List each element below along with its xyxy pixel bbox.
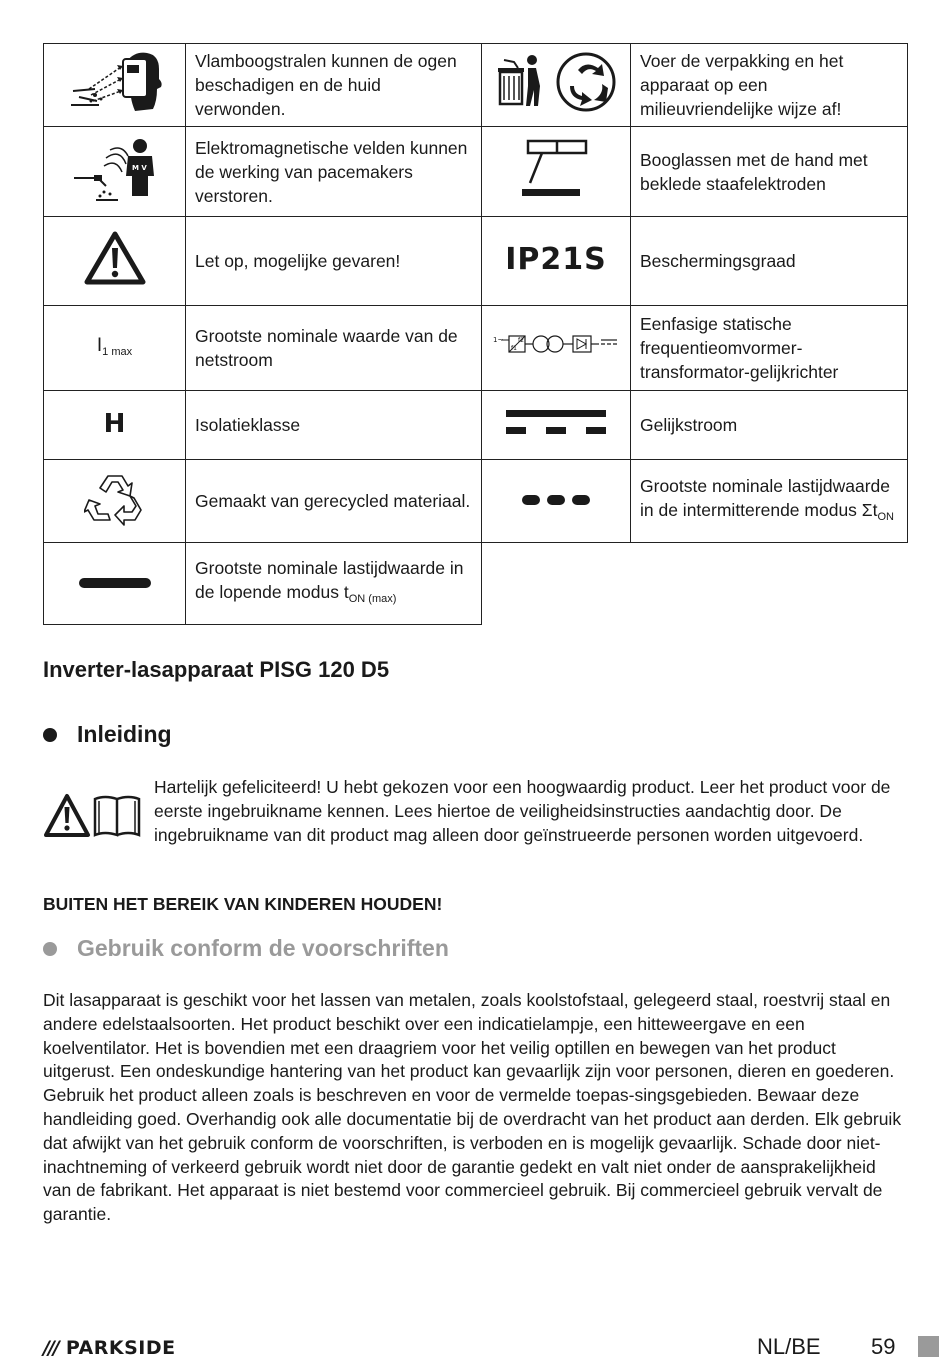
bullet-icon <box>43 728 57 742</box>
continuous-mode-label: Grootste nominale lastijdwaarde in de lopende modus t <box>195 558 464 602</box>
table-row <box>44 44 908 127</box>
direct-current-icon <box>482 391 631 460</box>
table-row <box>44 127 908 217</box>
svg-text:f2: f2 <box>518 337 524 344</box>
table-cell-text: Let op, mogelijke gevaren! <box>186 217 482 306</box>
children-warning: BUITEN HET BEREIK VAN KINDEREN HOUDEN! <box>43 894 443 914</box>
welding-rays-face-icon <box>44 44 186 127</box>
table-row <box>44 306 908 391</box>
page-number: 59 <box>871 1334 896 1359</box>
recycled-material-icon <box>44 460 186 543</box>
table-row <box>44 391 908 460</box>
svg-text:1~: 1~ <box>493 336 504 344</box>
intro-heading: Inleiding <box>43 721 172 748</box>
table-row <box>44 460 908 543</box>
table-cell-text: Grootste nominale lastijdwaarde in de lopende modus $t_{ON (max)}$ <box>186 543 482 625</box>
electromagnetic-field-icon <box>44 127 186 217</box>
svg-text:f1: f1 <box>511 345 517 352</box>
insulation-class-symbol: H <box>44 391 186 460</box>
intro-icons <box>43 793 143 844</box>
bullet-icon <box>43 942 57 956</box>
table-cell-text: Voer de verpakking en het apparaat op een milieuvriendelijke wijze af! <box>631 44 908 127</box>
intro-paragraph: Hartelijk gefeliciteerd! U hebt gekozen voor een hoogwaardig product. Leer het product voor de eerste ingebruikname kennen. Lees hiertoe de veiligheidsinstructies aandachtig door. De ingebruikname van dit product mag alleen door geïnstrueerde personen worden uitgevoerd. <box>154 777 891 845</box>
usage-paragraph: Dit lasapparaat is geschikt voor het lassen van metalen, zoals koolstofstaal, gelegeerd staal, roestvrij staal en andere edelstaalsoorten. Het product beschikt over een indicatielampje, een hitteweergave en een koelventilator. Het is bovendien met een draagriem voor het veilig optillen en bewegen van het product uitgerust. Een ondeskundige hantering van het product kan gevaarlijk zijn voor personen, dieren en goederen. Gebruik het product alleen zoals is beschreven en voor de vermelde toepas-singsgebieden. Bewaar deze handleiding goed. Overhandig ook alle documentatie bij de overdracht van het product aan derden. Elk gebruik dat afwijkt van het gebruik conform de voorschriften, is verboden en is mogelijk gevaarlijk. Schade door niet-inachtneming of verkeerd gebruik wordt niet door de garantie gedekt en valt niet onder de aansprakelijkheid van de fabrikant. Het apparaat is niet bestemd voor commercieel gebruik. Bij commercieel gebruik vervalt de garantie. <box>43 990 902 1225</box>
recycle-disposal-icon <box>482 44 631 127</box>
table-cell-text: Vlamboogstralen kunnen de ogen beschadigen en de huid verwonden. <box>186 44 482 127</box>
language-code: NL/BE <box>757 1334 821 1359</box>
intermittent-mode-label: Grootste nominale lastijdwaarde in de intermitterende modus Σt <box>640 475 890 520</box>
empty-cell <box>482 543 908 625</box>
table-row <box>44 543 908 625</box>
table-cell-text: Gemaakt van gerecycled materiaal. <box>186 460 482 543</box>
ip-rating-symbol: IP21S <box>482 217 631 306</box>
page-marker <box>918 1336 939 1357</box>
table-cell-text: Grootste nominale lastijdwaarde in de intermitterende modus $\Sigma t_{ON}$ <box>631 460 908 543</box>
warning-triangle-icon <box>44 217 186 306</box>
table-row <box>44 217 908 306</box>
table-cell-text: Elektromagnetische velden kunnen de werking van pacemakers verstoren. <box>186 127 482 217</box>
current-max-symbol: $I_{1 max}$ <box>44 306 186 391</box>
table-cell-text: Beschermingsgraad <box>631 217 908 306</box>
stick-electrode-icon <box>482 127 631 217</box>
continuous-mode-icon <box>44 543 186 625</box>
table-cell-text: Eenfasige statische frequentieomvormer-transformator-gelijkrichter <box>631 306 908 391</box>
usage-heading: Gebruik conform de voorschriften <box>43 935 449 962</box>
page-title: Inverter-lasapparaat PISG 120 D5 <box>43 657 390 682</box>
brand-logo: /// PARKSIDE <box>43 1337 176 1359</box>
intermittent-mode-icon <box>482 460 631 543</box>
table-cell-text: Isolatieklasse <box>186 391 482 460</box>
symbols-table <box>43 43 908 625</box>
table-cell-text: Gelijkstroom <box>631 391 908 460</box>
svg-text:M V: M V <box>131 163 147 172</box>
table-cell-text: Booglassen met de hand met beklede staafelektroden <box>631 127 908 217</box>
warning-read-manual-icon <box>43 793 143 839</box>
table-cell-text: Grootste nominale waarde van de netstroom <box>186 306 482 391</box>
frequency-converter-icon <box>482 306 631 391</box>
